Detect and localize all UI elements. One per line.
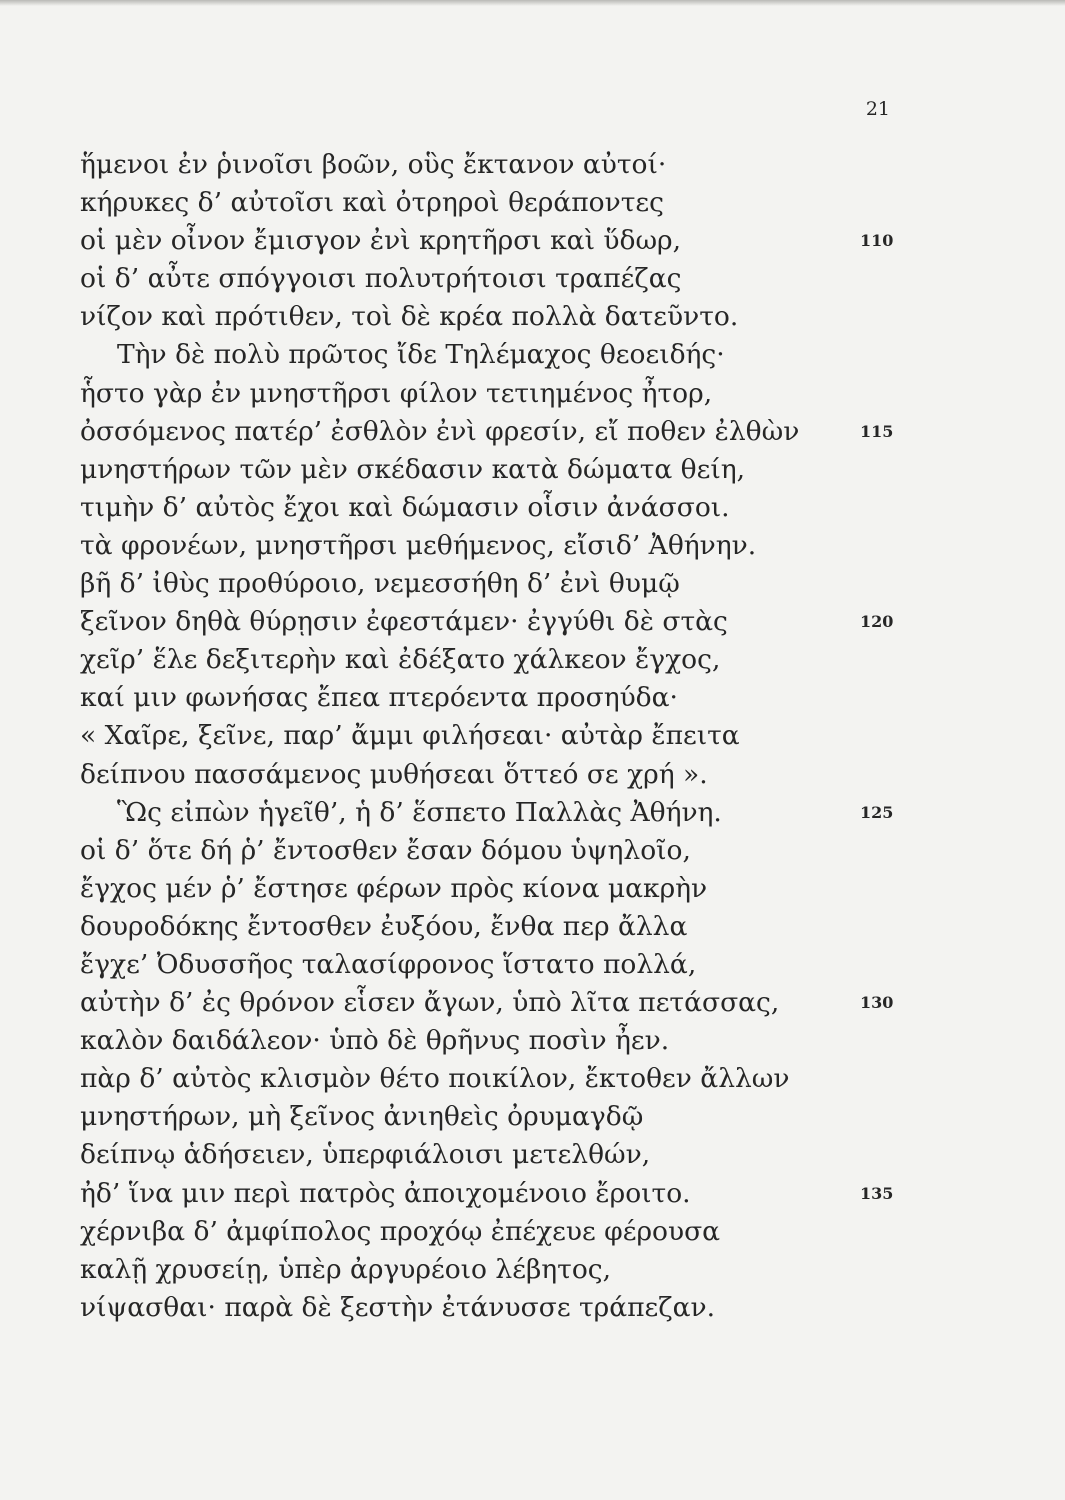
verse-line — [80, 832, 900, 870]
verse-line — [80, 1060, 900, 1098]
verse-line — [80, 1136, 900, 1174]
verse-text: καλὸν δαιδάλεον· ὑπὸ δὲ θρῆνυς ποσὶν ἦεν. — [80, 1025, 670, 1057]
verse-line — [80, 717, 900, 755]
verse-line — [80, 222, 900, 260]
verse-line — [80, 1175, 900, 1213]
verse-line — [80, 375, 900, 413]
verse-text: Ὣς εἰπὼν ἡγεῖθ’, ἡ δ’ ἕσπετο Παλλὰς Ἀθήνη. — [117, 796, 722, 828]
verse-line — [80, 908, 900, 946]
line-number: 130 — [860, 993, 894, 1013]
verse-line — [80, 756, 900, 794]
verse-line — [80, 1098, 900, 1136]
verse-line — [80, 603, 900, 641]
verse-text: οἱ δ’ αὖτε σπόγγοισι πολυτρήτοισι τραπέζας — [80, 263, 682, 295]
verse-text: αὐτὴν δ’ ἐς θρόνον εἷσεν ἄγων, ὑπὸ λῖτα πετάσσας, — [80, 987, 780, 1019]
verse-text: κήρυκες δ’ αὐτοῖσι καὶ ὀτρηροὶ θεράποντες — [80, 187, 664, 219]
line-number: 135 — [860, 1183, 894, 1203]
verse-text: χέρνιβα δ’ ἀμφίπολος προχόῳ ἐπέχευε φέρουσα — [80, 1215, 721, 1247]
verse-text: ἥμενοι ἐν ῥινοῖσι βοῶν, οὓς ἔκτανον αὐτοί· — [80, 149, 667, 180]
verse-text: ξεῖνον δηθὰ θύρῃσιν ἐφεστάμεν· ἐγγύθι δὲ στὰς — [80, 606, 728, 638]
verse-line — [80, 565, 900, 603]
verse-text: τιμὴν δ’ αὐτὸς ἔχοι καὶ δώμασιν οἷσιν ἀνάσσοι. — [80, 491, 730, 523]
verse-text: νίψασθαι· παρὰ δὲ ξεστὴν ἐτάνυσσε τράπεζαν. — [80, 1291, 716, 1323]
verse-text: « Χαῖρε, ξεῖνε, παρ’ ἄμμι φιλήσεαι· αὐτὰρ ἔπειτα — [80, 720, 740, 752]
verse-text: τὰ φρονέων, μνηστῆρσι μεθήμενος, εἴσιδ’ Ἀθήνην. — [80, 529, 757, 561]
verse-line — [80, 184, 900, 222]
verse-text: ὀσσόμενος πατέρ’ ἐσθλὸν ἐνὶ φρεσίν, εἴ ποθεν ἐλθὼν — [80, 415, 800, 447]
verse-line — [80, 870, 900, 908]
verse-text: δουροδόκης ἔντοσθεν ἐυξόου, ἔνθα περ ἄλλα — [80, 910, 688, 942]
verse-line — [80, 984, 900, 1022]
verse-text: ἠδ’ ἵνα μιν περὶ πατρὸς ἀποιχομένοιο ἔροιτο. — [80, 1177, 691, 1209]
verse-text: πὰρ δ’ αὐτὸς κλισμὸν θέτο ποικίλον, ἔκτοθεν ἄλλων — [80, 1063, 790, 1095]
verse-text: ἧστο γὰρ ἐν μνηστῆρσι φίλον τετιημένος ἦτορ, — [80, 377, 713, 409]
verse-text: δείπνῳ ἁδήσειεν, ὑπερφιάλοισι μετελθών, — [80, 1139, 651, 1171]
verse-line — [80, 1289, 900, 1327]
verse-text: χεῖρ’ ἕλε δεξιτερὴν καὶ ἐδέξατο χάλκεον ἔγχος, — [80, 644, 721, 676]
verse-text: οἱ μὲν οἶνον ἔμισγον ἐνὶ κρητῆρσι καὶ ὕδωρ, — [80, 225, 682, 257]
verse-text: οἱ δ’ ὅτε δή ῥ’ ἔντοσθεν ἔσαν δόμου ὑψηλοῖο, — [80, 834, 691, 866]
verse-line — [80, 641, 900, 679]
verse-line — [80, 146, 900, 184]
verse-line — [80, 413, 900, 451]
verse-text: καί μιν φωνήσας ἔπεα πτερόεντα προσηύδα· — [80, 682, 678, 714]
verse-line — [80, 298, 900, 336]
line-number: 120 — [860, 612, 894, 632]
verse-line — [80, 679, 900, 717]
line-number: 115 — [860, 421, 894, 441]
verse-line — [80, 1213, 900, 1251]
verse-line — [80, 336, 900, 374]
verse-line — [80, 1251, 900, 1289]
page-top-edge — [0, 0, 1065, 6]
verse-line — [80, 489, 900, 527]
verse-block — [80, 146, 900, 1327]
verse-text: καλῇ χρυσείῃ, ὑπὲρ ἀργυρέοιο λέβητος, — [80, 1253, 612, 1285]
verse-line — [80, 794, 900, 832]
verse-line — [80, 1022, 900, 1060]
page-number: 21 — [865, 98, 890, 120]
verse-text: ἔγχε’ Ὀδυσσῆος ταλασίφρονος ἵστατο πολλά, — [80, 948, 697, 980]
line-number: 110 — [860, 231, 894, 251]
verse-text: Τὴν δὲ πολὺ πρῶτος ἴδε Τηλέμαχος θεοειδής· — [117, 339, 725, 371]
verse-line — [80, 260, 900, 298]
verse-text: δείπνου πασσάμενος μυθήσεαι ὅττεό σε χρή ». — [80, 758, 708, 790]
verse-text: μνηστήρων, μὴ ξεῖνος ἀνιηθεὶς ὀρυμαγδῷ — [80, 1101, 644, 1133]
verse-text: νίζον καὶ πρότιθεν, τοὶ δὲ κρέα πολλὰ δατεῦντο. — [80, 301, 739, 333]
verse-text: ἔγχος μέν ῥ’ ἔστησε φέρων πρὸς κίονα μακρὴν — [80, 872, 708, 904]
verse-line — [80, 527, 900, 565]
line-number: 125 — [860, 802, 894, 822]
verse-text: βῆ δ’ ἰθὺς προθύροιο, νεμεσσήθη δ’ ἐνὶ θυμῷ — [80, 568, 680, 600]
verse-text: μνηστήρων τῶν μὲν σκέδασιν κατὰ δώματα θείη, — [80, 453, 746, 485]
verse-line — [80, 946, 900, 984]
verse-line — [80, 451, 900, 489]
